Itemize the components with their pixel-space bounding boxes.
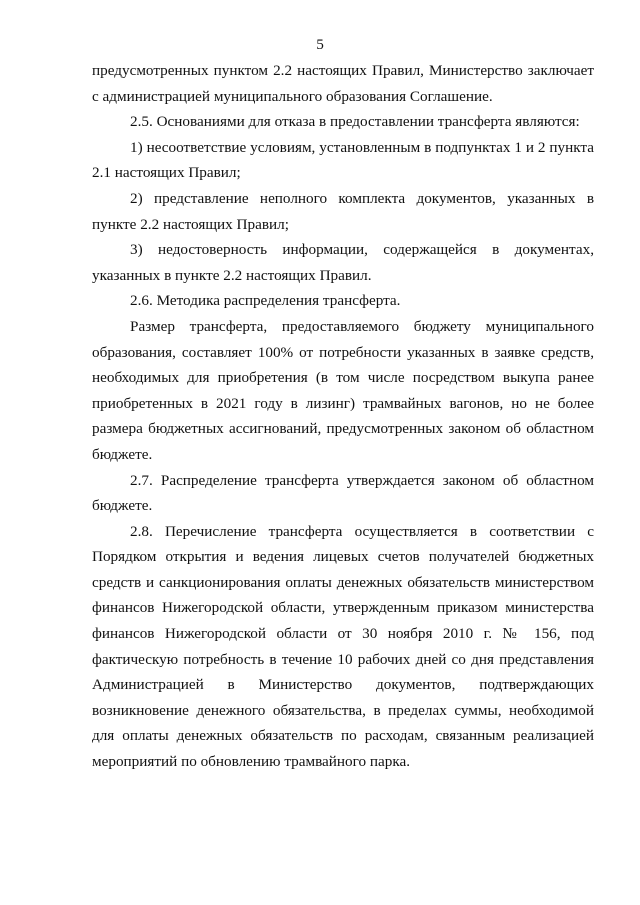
list-item-3: 3) недостоверность информации, содержащейся в документах, указанных в пункте 2.2 настоящих Правил. xyxy=(92,241,594,284)
list-item-1: 1) несоответствие условиям, установленным в подпунктах 1 и 2 пункта 2.1 настоящих Правил; xyxy=(92,138,594,182)
list-item-2: 2) представление неполного комплекта документов, указанных в пункте 2.2 настоящих Правил; xyxy=(92,189,594,233)
paragraph-2-8: 2.8. Перечисление трансферта осуществляется в соответствии с Порядком открытия и ведения лицевых счетов получателей бюджетных средств и санкционирования оплаты денежных обязательств министерством финансов Нижегородской области, утвержденным приказом министерства финансов Нижегородской области от 30 ноября 2010 г. № 156, под фактическую потребность в течение 10 рабочих дней со дня представления Администрацией в Министерство документов, подтверждающих возникновение денежного обязательства, в пределах суммы, необходимой для оплаты денежных обязательств по расходам, связанным реализацией мероприятий по обновлению трамвайного парка. xyxy=(92,522,594,771)
paragraph-continuation: предусмотренных пунктом 2.2 настоящих Правил, Министерство заключает с администрацией муниципального образования Соглашение. xyxy=(92,62,594,105)
document-body xyxy=(92,58,594,775)
paragraph-2-5: 2.5. Основаниями для отказа в предоставлении трансферта являются: xyxy=(130,113,580,131)
paragraph-2-6: 2.6. Методика распределения трансферта. xyxy=(130,292,401,310)
paragraph-2-7: 2.7. Распределение трансферта утверждается законом об областном бюджете. xyxy=(92,471,594,515)
page-number: 5 xyxy=(316,36,324,53)
paragraph-methodology: Размер трансферта, предоставляемого бюджету муниципального образования, составляет 100% от потребности указанных в заявке средств, необходимых для приобретения (в том числе посредством выкупа ранее приобретенных в 2021 году в лизинг) трамвайных вагонов, но не более размера бюджетных ассигнований, предусмотренных законом об областном бюджете. xyxy=(92,317,594,463)
